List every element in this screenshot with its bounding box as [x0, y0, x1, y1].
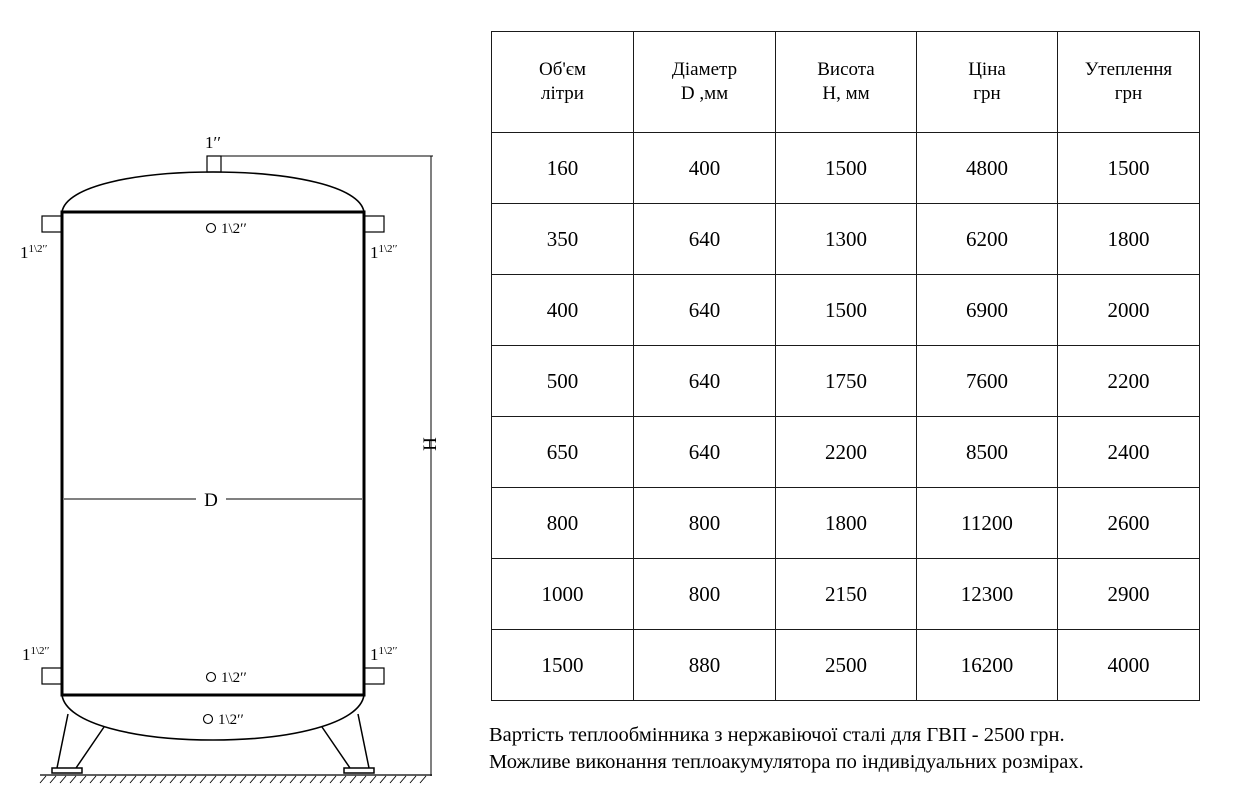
- cell-height: 2200: [776, 417, 917, 488]
- right-leg: [322, 714, 374, 773]
- top-fitting: [207, 156, 221, 172]
- table-row: [492, 417, 1200, 488]
- cell-insulation: 2400: [1058, 417, 1200, 488]
- cell-height: 1500: [776, 133, 917, 204]
- bottom-dome: [62, 695, 364, 740]
- side-fitting-lower-left: [42, 668, 62, 684]
- side-fitting-label-upper-left: $1^{1\backslash 2''}$: [20, 243, 48, 262]
- cell-insulation: 2900: [1058, 559, 1200, 630]
- left-leg: [52, 714, 104, 773]
- table-row: [492, 346, 1200, 417]
- cell-diameter: 640: [634, 346, 776, 417]
- side-fitting-label-upper-right: $1^{1\backslash 2''}$: [370, 243, 398, 262]
- header-height: Висота H, мм: [776, 32, 917, 133]
- specs-table: [491, 31, 1200, 701]
- port-top-label: 1\2′′: [221, 221, 247, 237]
- cell-price: 7600: [917, 346, 1058, 417]
- cell-volume: 800: [492, 488, 634, 559]
- cell-volume: 1000: [492, 559, 634, 630]
- side-fitting-label-lower-left: $1^{1\backslash 2''}$: [22, 645, 50, 664]
- table-row: [492, 559, 1200, 630]
- side-fitting-upper-right: [364, 216, 384, 232]
- cell-height: 2150: [776, 559, 917, 630]
- top-dome: [62, 172, 364, 212]
- table-header-row: [492, 32, 1200, 133]
- table-row: [492, 630, 1200, 701]
- header-price: Ціна грн: [917, 32, 1058, 133]
- side-fitting-upper-left: [42, 216, 62, 232]
- port-base-circle: [204, 715, 213, 724]
- cell-diameter: 800: [634, 559, 776, 630]
- cell-diameter: 640: [634, 275, 776, 346]
- cell-insulation: 2600: [1058, 488, 1200, 559]
- cell-height: 1300: [776, 204, 917, 275]
- table-row: [492, 275, 1200, 346]
- cell-volume: 400: [492, 275, 634, 346]
- header-volume: Об'єм літри: [492, 32, 634, 133]
- side-fitting-label-lower-right: $1^{1\backslash 2''}$: [370, 645, 398, 664]
- cell-price: 6200: [917, 204, 1058, 275]
- cell-height: 1500: [776, 275, 917, 346]
- port-top-circle: [207, 224, 216, 233]
- cell-insulation: 1500: [1058, 133, 1200, 204]
- cell-volume: 160: [492, 133, 634, 204]
- cell-price: 4800: [917, 133, 1058, 204]
- cell-diameter: 640: [634, 417, 776, 488]
- height-label: H: [420, 437, 441, 451]
- diameter-label: D: [204, 490, 218, 511]
- port-base-label: 1\2′′: [218, 712, 244, 728]
- port-bottom-circle: [207, 673, 216, 682]
- side-fitting-lower-right: [364, 668, 384, 684]
- cell-volume: 500: [492, 346, 634, 417]
- cell-diameter: 400: [634, 133, 776, 204]
- ground-hatching: [40, 776, 426, 783]
- cell-volume: 1500: [492, 630, 634, 701]
- cell-price: 6900: [917, 275, 1058, 346]
- header-insulation: Утеплення грн: [1058, 32, 1200, 133]
- cell-price: 11200: [917, 488, 1058, 559]
- note-heat-exchanger-price: Вартість теплообмінника з нержавіючої сталі для ГВП - 2500 грн.: [489, 724, 1065, 746]
- cell-insulation: 4000: [1058, 630, 1200, 701]
- table-row: [492, 204, 1200, 275]
- notes: [489, 722, 1084, 776]
- cell-volume: 350: [492, 204, 634, 275]
- cell-height: 1800: [776, 488, 917, 559]
- header-diameter: Діаметр D ,мм: [634, 32, 776, 133]
- top-fitting-label: 1′′: [205, 133, 221, 152]
- tank-diagram: [0, 0, 480, 805]
- tank-body: [62, 212, 364, 695]
- cell-diameter: 640: [634, 204, 776, 275]
- cell-insulation: 2000: [1058, 275, 1200, 346]
- table-row: [492, 488, 1200, 559]
- cell-height: 2500: [776, 630, 917, 701]
- cell-price: 12300: [917, 559, 1058, 630]
- cell-height: 1750: [776, 346, 917, 417]
- cell-volume: 650: [492, 417, 634, 488]
- cell-diameter: 800: [634, 488, 776, 559]
- note-custom-sizes: Можливе виконання теплоакумулятора по індивідуальних розмірах.: [489, 751, 1084, 773]
- cell-diameter: 880: [634, 630, 776, 701]
- cell-price: 16200: [917, 630, 1058, 701]
- cell-price: 8500: [917, 417, 1058, 488]
- table-row: [492, 133, 1200, 204]
- cell-insulation: 1800: [1058, 204, 1200, 275]
- cell-insulation: 2200: [1058, 346, 1200, 417]
- port-bottom-label: 1\2′′: [221, 670, 247, 686]
